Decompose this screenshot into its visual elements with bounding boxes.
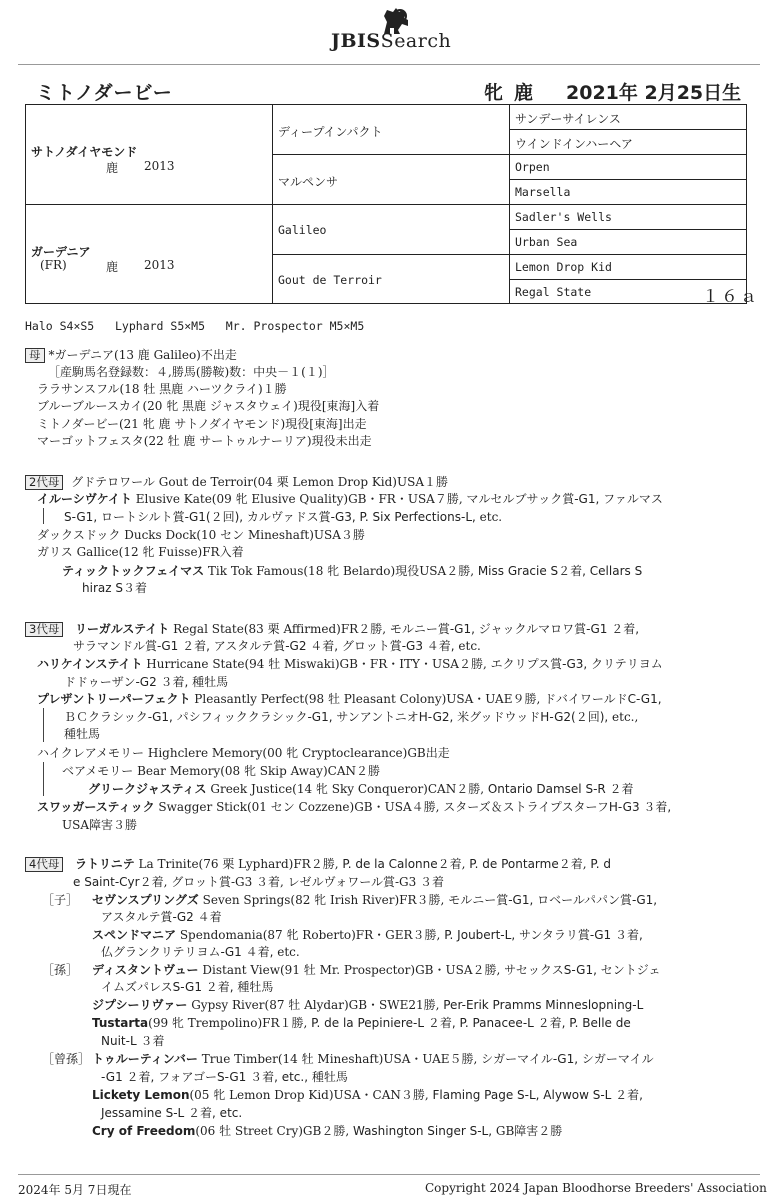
gen4-gg3-name[interactable]: Cry of Freedom	[92, 1124, 196, 1138]
gen3-tag: 3代母	[25, 622, 63, 637]
dam-dam[interactable]: Gout de Terroir	[278, 273, 382, 287]
gen4-g3-info: (99 牝 Trempolino)FR１勝,	[148, 1016, 308, 1030]
dam-sire[interactable]: Galileo	[278, 223, 327, 237]
ss-sire[interactable]: サンデーサイレンス	[515, 112, 621, 126]
ped-divider	[272, 254, 746, 255]
gen2-horse-name[interactable]: イルーシヴケイト	[37, 492, 132, 506]
gen3-dam-races: モルニー賞-G1, ジャックルマロワ賞-G1 ２着,	[386, 622, 640, 636]
dam-line-2: ［産駒馬名登録数：４,勝馬(勝鞍)数：中央－１(１)］	[48, 365, 335, 379]
gen4-g3-name[interactable]: Tustarta	[92, 1016, 149, 1030]
dam-section-line	[25, 347, 237, 363]
gen4-gg3-info: (06 牡 Street Cry)GB２勝,	[195, 1124, 350, 1138]
gen4-line-8: イムズパレスS-G1 ２着, 種牡馬	[101, 980, 274, 994]
gen3-line-2	[73, 638, 481, 654]
sd-dam[interactable]: Marsella	[515, 185, 571, 199]
dam-line-5[interactable]: ミトノダービー(21 牝 鹿 サトノダイヤモンド)現役[東海]出走	[37, 417, 367, 431]
dd-sire[interactable]: Lemon Drop Kid	[515, 260, 612, 274]
sire-sire[interactable]: ディープインパクト	[278, 125, 383, 139]
horse-color: 鹿	[514, 82, 534, 104]
gen3-h3-name[interactable]: グリークジャスティス	[88, 782, 207, 796]
gen4-g1-races: サセックスS-G1, セントジェ	[500, 963, 661, 977]
ped-divider	[509, 229, 746, 230]
dam-line-3[interactable]: ララサンスフル(18 牡 黒鹿 ハーツクライ)１勝	[37, 382, 287, 396]
sd-sire[interactable]: Orpen	[515, 160, 550, 174]
dam-tag: 母	[25, 348, 45, 363]
header-rule	[18, 64, 760, 65]
gen4-line-10	[92, 1015, 631, 1031]
gen3-line-5	[37, 691, 662, 707]
gen4-race-2-place: ２着,	[558, 857, 587, 871]
gen4-gg2-name[interactable]: Lickety Lemon	[92, 1088, 190, 1102]
gen2-grand-races: Miss Gracie S２着, Cellars S	[474, 564, 643, 578]
gen4-gg1-name[interactable]: トゥルーティンバー	[92, 1052, 198, 1066]
gen4-line-14	[92, 1087, 643, 1103]
gen4-tag: 4代母	[25, 857, 63, 872]
gen3-h4-races: スターズ＆ストライプスターフH-G3 ３着,	[439, 800, 672, 814]
horse-birth: 2021年 2月25日生	[566, 82, 742, 104]
gen2-horse-races: マルセルブサック賞-G1, ファルマス	[462, 492, 663, 506]
gen3-h4-name[interactable]: スワッガースティック	[37, 800, 155, 814]
gen3-line-10	[88, 781, 634, 797]
gen2-line-3	[64, 509, 502, 525]
ds-sire[interactable]: Sadler's Wells	[515, 210, 612, 224]
dam-line-6[interactable]: マーゴットフェスタ(22 牡 鹿 サートゥルナーリア)現役未出走	[37, 434, 372, 448]
gen4-dam-info: La Trinite(76 栗 Lyphard)FR２勝,	[134, 857, 339, 871]
gen3-h3-info: Greek Justice(14 牝 Sky Conqueror)CAN２勝,	[206, 782, 485, 796]
gen3-h1-races: エクリプス賞-G3, クリテリヨム	[486, 657, 663, 671]
gen4-line-1	[25, 856, 611, 872]
gen2-line-6	[62, 563, 642, 579]
gen4-g1-info: Distant View(91 牡 Mr. Prospector)GB・USA２勝,	[198, 963, 501, 977]
ped-divider	[272, 154, 746, 155]
gen3-line-7: 種牡馬	[64, 727, 101, 741]
ped-divider	[509, 279, 746, 280]
gen2-dam[interactable]: グドテロワール Gout de Terroir(04 栗 Lemon Drop Kid)USA１勝	[71, 475, 448, 489]
gen4-c1-races: モルニー賞-G1, ロベールパパン賞-G1,	[444, 893, 658, 907]
sire-name[interactable]: サトノダイヤモンド	[31, 145, 138, 159]
gen4-race-1: P. de la Calonne	[338, 857, 438, 871]
gen4-g2-races: Per-Erik Pramms Minneslopning-L	[439, 998, 644, 1012]
gen4-g3-races: P. de la Pepiniere-L ２着, P. Panacee-L ２着, P. Belle de	[307, 1016, 631, 1030]
gen3-h4-info: Swagger Stick(01 セン Cozzene)GB・USA４勝,	[154, 800, 440, 814]
gen4-line-12	[92, 1051, 654, 1067]
sire-color: 鹿	[106, 161, 119, 175]
gen3-h1-info: Hurricane State(94 牡 Miswaki)GB・FR・ITY・USA２勝,	[142, 657, 487, 671]
gen4-race-2: P. de Pontarme	[465, 857, 559, 871]
pedigree-table	[25, 104, 759, 307]
gen2-line-2	[37, 491, 663, 507]
gen4-kin-grandchildren: ［孫］	[42, 963, 79, 977]
ss-dam[interactable]: ウインドインハーヘア	[515, 137, 633, 151]
gen4-gg3-jumps: GB障害２勝	[492, 1124, 563, 1138]
gen4-gg1-races: シガーマイル-G1, シガーマイル	[477, 1052, 654, 1066]
logo-search: Search	[380, 30, 452, 52]
gen3-line-11	[37, 799, 671, 815]
gen3-line-6-races: ＢＣクラシック-G1, パシフィッククラシック-G1, サンアントニオH-G2, 米グッドウッドH-G2(２回),	[64, 710, 609, 724]
dam-name[interactable]: ガーデニア	[31, 245, 91, 259]
inbreeding-line: Halo S4×S5 Lyphard S5×M5 Mr. Prospector M5×M5	[25, 319, 365, 333]
gen3-h2-info: Pleasantly Perfect(98 牡 Pleasant Colony)USA・UAE９勝,	[190, 692, 541, 706]
gen4-gg2-info: (05 牝 Lemon Drop Kid)USA・CAN３勝,	[189, 1088, 429, 1102]
gen4-line-9	[92, 997, 643, 1013]
gen4-race-1-place: ２着,	[437, 857, 466, 871]
gen2-tag: 2代母	[25, 475, 63, 490]
gen3-h2-name[interactable]: プレザントリーパーフェクト	[37, 692, 191, 706]
gen4-line-7	[92, 962, 660, 978]
gen3-h3-races: Ontario Damsel S-R ２着	[484, 782, 634, 796]
indent-bar	[43, 508, 44, 524]
gen4-c2-info: Spendomania(87 牝 Roberto)FR・GER３勝,	[176, 928, 441, 942]
gen2-line-1	[25, 474, 448, 490]
gen3-line-9[interactable]: ベアメモリー Bear Memory(08 牝 Skip Away)CAN２勝	[62, 764, 380, 778]
dd-dam[interactable]: Regal State	[515, 285, 592, 299]
ped-divider	[509, 105, 510, 303]
gen4-line-2-rest: ２着, グロット賞-G3 ３着, レゼルヴォワール賞-G3 ３着	[139, 875, 445, 889]
horse-name: ミトノダービー	[36, 82, 173, 104]
gen4-line-6-races: 仏グランクリテリヨム-G1 ４着,	[101, 945, 274, 959]
gen3-dam-name[interactable]: リーガルステイト	[74, 622, 170, 636]
gen4-g2-name[interactable]: ジプシーリヴァー	[92, 998, 188, 1012]
gen4-c2-races: P. Joubert-L, サンタラリ賞-G1 ３着,	[440, 928, 643, 942]
gen4-g2-info: Gypsy River(87 牡 Alydar)GB・SWE21勝,	[187, 998, 440, 1012]
gen4-kin-children: ［子］	[42, 893, 79, 907]
gen3-line-3	[37, 656, 663, 672]
gen4-c1-name[interactable]: セヴンスプリングズ	[92, 893, 199, 907]
gen4-kin-greatgrandchildren: ［曾孫］	[42, 1052, 91, 1066]
gen4-c1-info: Seven Springs(82 牝 Irish River)FR３勝,	[198, 893, 445, 907]
gen4-line-11: Nuit-L ３着	[101, 1034, 165, 1048]
gen3-line-6	[64, 709, 638, 725]
footer-rule	[18, 1174, 760, 1175]
gen4-g1-name[interactable]: ディスタントヴュー	[92, 963, 199, 977]
sire-year: 2013	[144, 159, 175, 173]
gen4-line-5	[92, 927, 643, 943]
footer-date: 2024年 5月 7日現在	[18, 1183, 132, 1197]
gen4-line-6-etc: etc.	[273, 945, 300, 959]
gen4-gg2-races: Flaming Page S-L, Alywow S-L ２着,	[428, 1088, 643, 1102]
gen3-line-2-races: サラマンドル賞-G1 ２着, アスタルテ賞-G2 ４着, グロット賞-G3 ４着,	[73, 639, 455, 653]
gen2-grand-name[interactable]: ティックトックフェイマス	[62, 564, 205, 578]
family-number: １６ａ	[702, 287, 759, 307]
gen3-line-6-etc: etc.,	[608, 710, 639, 724]
gen2-line-5[interactable]: ガリス Gallice(12 牝 Fuisse)FR入着	[37, 545, 244, 559]
gen2-line-3-races: S-G1, ロートシルト賞-G1(２回), カルヴァドス賞-G3, P. Six Perfections-L,	[64, 510, 476, 524]
gen2-line-3-etc: etc.	[475, 510, 503, 524]
gen3-line-8[interactable]: ハイクレアメモリー Highclere Memory(00 牝 Cryptoclearance)GB出走	[37, 746, 450, 760]
gen4-line-13: -G1 ２着, フォアゴーS-G1 ３着, etc., 種牡馬	[101, 1070, 348, 1084]
gen4-c2-name[interactable]: スペンドマニア	[92, 928, 177, 942]
gen2-grand-info: Tik Tok Famous(18 牝 Belardo)現役USA２勝,	[204, 564, 475, 578]
ped-divider	[26, 204, 746, 205]
gen2-line-7: hiraz S３着	[82, 581, 147, 595]
ped-divider	[509, 179, 746, 180]
gen4-line-2-race: e Saint-Cyr	[73, 875, 140, 889]
gen4-line-3	[92, 892, 657, 908]
gen4-line-2	[73, 874, 444, 890]
gen3-line-12: USA障害３勝	[62, 818, 138, 832]
gen4-line-16	[92, 1123, 562, 1139]
gen4-line-4: アスタルテ賞-G2 ４着	[101, 910, 222, 924]
gen4-line-6	[101, 944, 300, 960]
ds-dam[interactable]: Urban Sea	[515, 235, 578, 249]
gen2-line-4[interactable]: ダックスドック Ducks Dock(10 セン Mineshaft)USA３勝	[37, 528, 365, 542]
gen3-line-2-etc: etc.	[454, 639, 481, 653]
gen3-line-4: ドドゥーザン-G2 ３着, 種牡馬	[64, 675, 229, 689]
gen4-race-3: P. d	[586, 857, 611, 871]
gen3-h1-name[interactable]: ハリケインステイト	[37, 657, 143, 671]
indent-bar	[43, 708, 44, 742]
dam-line-1: *ガーデニア(13 鹿 Galileo)不出走	[48, 348, 237, 362]
dam-origin: (FR)	[40, 258, 67, 272]
footer-copyright: Copyright 2024 Japan Bloodhorse Breeders' Association	[425, 1181, 767, 1195]
gen3-dam-info: Regal State(83 栗 Affirmed)FR２勝,	[169, 622, 387, 636]
dam-color: 鹿	[106, 260, 119, 274]
gen4-gg1-info: True Timber(14 牡 Mineshaft)USA・UAE５勝,	[197, 1052, 478, 1066]
gen3-line-1	[25, 621, 639, 637]
logo-jbis: JBIS	[331, 30, 381, 52]
site-logo[interactable]	[331, 30, 451, 52]
horse-sex: 牝	[484, 82, 504, 104]
sire-dam[interactable]: マルペンサ	[278, 175, 339, 189]
dam-line-4[interactable]: ブルーブルースカイ(20 牝 黒鹿 ジャスタウェイ)現役[東海]入着	[37, 399, 380, 413]
dam-year: 2013	[144, 258, 175, 272]
gen3-h2-races: ドバイワールドC-G1,	[540, 692, 662, 706]
ped-divider	[272, 105, 273, 303]
gen4-dam-name[interactable]: ラトリニテ	[74, 857, 135, 871]
gen4-line-15: Jessamine S-L ２着, etc.	[101, 1106, 243, 1120]
gen2-horse-info: Elusive Kate(09 牝 Elusive Quality)GB・FR・USA７勝,	[131, 492, 463, 506]
indent-bar	[43, 762, 44, 796]
ped-divider	[509, 129, 746, 130]
gen4-gg3-races: Washington Singer S-L,	[349, 1124, 493, 1138]
